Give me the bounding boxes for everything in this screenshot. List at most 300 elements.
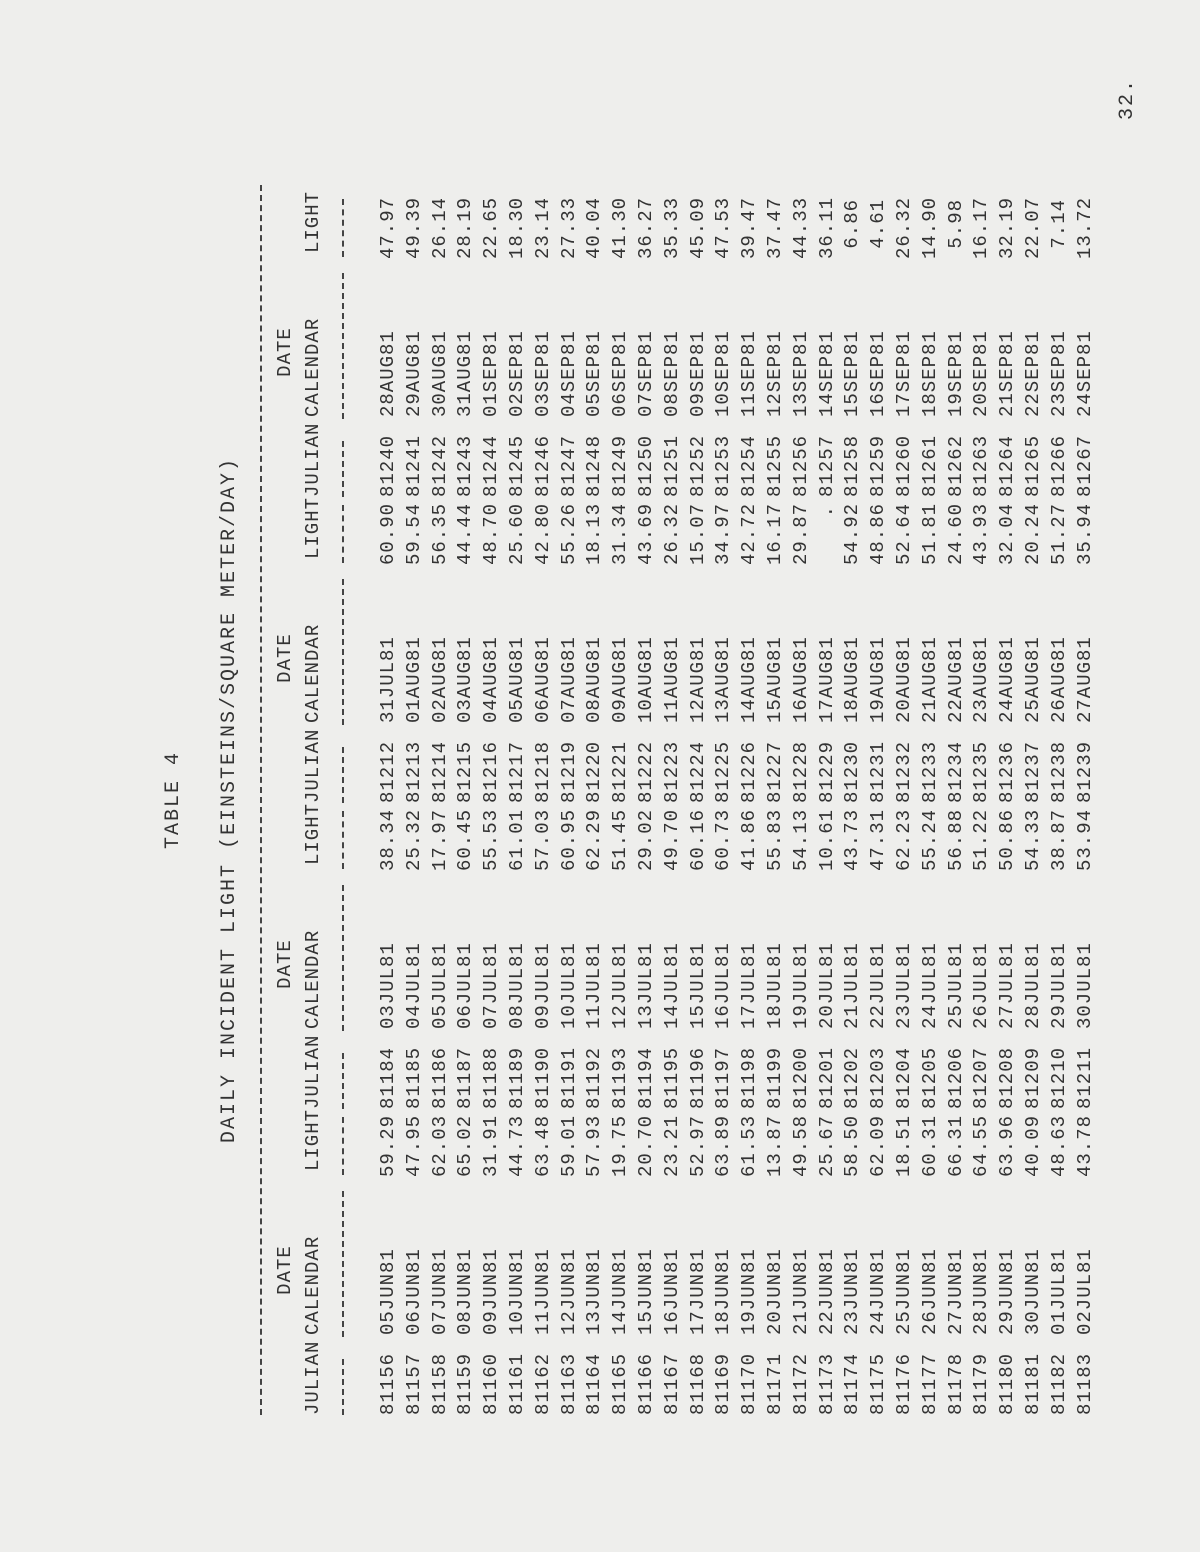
calendar-cell: 20JUN81 xyxy=(763,1248,786,1335)
light-cell: 56.88 xyxy=(944,808,967,871)
light-cell: 44.73 xyxy=(505,1114,528,1177)
calendar-cell: 02JUL81 xyxy=(1073,1248,1096,1335)
light-cell: . xyxy=(815,505,838,518)
table-row xyxy=(969,491,995,803)
calendar-cell: 17SEP81 xyxy=(892,330,915,417)
table-row xyxy=(582,491,608,803)
light-cell: 55.24 xyxy=(918,808,941,871)
calendar-header: CALENDAR xyxy=(302,1235,324,1335)
julian-cell: 81219 xyxy=(557,740,580,803)
light-cell: 54.13 xyxy=(789,808,812,871)
calendar-cell: 11SEP81 xyxy=(738,330,761,417)
calendar-cell: 03AUG81 xyxy=(454,636,477,723)
table-row xyxy=(892,1103,918,1415)
table-row xyxy=(944,185,970,497)
date-header: DATE xyxy=(274,633,296,683)
calendar-cell: 15JUN81 xyxy=(634,1248,657,1335)
light-cell: 16.17 xyxy=(970,196,993,259)
julian-cell: 81169 xyxy=(712,1352,735,1415)
light-cell: 52.64 xyxy=(892,502,915,565)
light-cell: 24.60 xyxy=(944,502,967,565)
table-row xyxy=(840,1103,866,1415)
calendar-cell: 18JUN81 xyxy=(712,1248,735,1335)
light-cell: 47.97 xyxy=(377,196,399,259)
calendar-cell: 10JUL81 xyxy=(557,942,580,1029)
light-cell: 48.63 xyxy=(1047,1114,1070,1177)
column-group-header xyxy=(272,491,332,803)
julian-cell: 81246 xyxy=(531,434,554,497)
julian-cell: 81261 xyxy=(918,434,941,497)
header-underline xyxy=(342,1359,344,1415)
calendar-cell: 09SEP81 xyxy=(686,330,709,417)
header-underline xyxy=(342,505,344,563)
light-cell: 61.53 xyxy=(738,1114,761,1177)
light-cell: 51.27 xyxy=(1047,502,1070,565)
calendar-cell: 14JUN81 xyxy=(609,1248,632,1335)
table-row xyxy=(608,185,634,497)
light-cell: 40.04 xyxy=(583,196,606,259)
light-cell: 56.35 xyxy=(428,502,451,565)
calendar-cell: 08JUL81 xyxy=(505,942,528,1029)
date-header: DATE xyxy=(274,327,296,377)
header-underline xyxy=(342,811,344,869)
light-cell: 59.29 xyxy=(377,1114,399,1177)
table-row xyxy=(376,185,402,497)
table-row xyxy=(1047,1103,1073,1415)
julian-cell: 81245 xyxy=(505,434,528,497)
calendar-cell: 11JUL81 xyxy=(583,942,606,1029)
table-row xyxy=(402,185,428,497)
calendar-cell: 03SEP81 xyxy=(531,330,554,417)
calendar-cell: 23SEP81 xyxy=(1047,330,1070,417)
julian-cell: 81172 xyxy=(789,1352,812,1415)
light-cell: 18.51 xyxy=(892,1114,915,1177)
calendar-cell: 08AUG81 xyxy=(583,636,606,723)
julian-cell: 81161 xyxy=(505,1352,528,1415)
page-number: 32. xyxy=(1116,77,1139,120)
julian-cell: 81254 xyxy=(738,434,761,497)
calendar-cell: 27AUG81 xyxy=(1073,636,1096,723)
date-header: DATE xyxy=(274,939,296,989)
light-cell: 26.32 xyxy=(660,502,683,565)
julian-cell: 81176 xyxy=(892,1352,915,1415)
julian-cell: 81162 xyxy=(531,1352,554,1415)
table-row xyxy=(505,491,531,803)
table-row xyxy=(686,185,712,497)
table-row xyxy=(505,1103,531,1415)
light-cell: 20.70 xyxy=(634,1114,657,1177)
julian-cell: 81187 xyxy=(454,1046,477,1109)
calendar-cell: 05JUN81 xyxy=(377,1248,399,1335)
julian-header: JULIAN xyxy=(302,1034,324,1109)
light-cell: 62.09 xyxy=(867,1114,890,1177)
light-cell: 58.50 xyxy=(841,1114,864,1177)
light-cell: 43.93 xyxy=(970,502,993,565)
calendar-cell: 24JUN81 xyxy=(867,1248,890,1335)
calendar-cell: 29JUN81 xyxy=(996,1248,1019,1335)
julian-cell: 81159 xyxy=(454,1352,477,1415)
light-cell: 60.90 xyxy=(377,502,399,565)
julian-cell: 81193 xyxy=(609,1046,632,1109)
calendar-cell: 17AUG81 xyxy=(815,636,838,723)
julian-cell: 81209 xyxy=(1021,1046,1044,1109)
julian-cell: 81257 xyxy=(815,434,838,497)
light-cell: 44.33 xyxy=(789,196,812,259)
calendar-cell: 15SEP81 xyxy=(841,330,864,417)
calendar-cell: 03JUL81 xyxy=(377,942,399,1029)
julian-cell: 81248 xyxy=(583,434,606,497)
calendar-cell: 11AUG81 xyxy=(660,636,683,723)
julian-cell: 81208 xyxy=(996,1046,1019,1109)
calendar-cell: 01JUL81 xyxy=(1047,1248,1070,1335)
light-cell: 20.24 xyxy=(1021,502,1044,565)
header-underline xyxy=(342,273,344,419)
calendar-cell: 12JUL81 xyxy=(609,942,632,1029)
table-row xyxy=(892,185,918,497)
table-row xyxy=(402,1103,428,1415)
light-cell: 45.09 xyxy=(686,196,709,259)
julian-cell: 81255 xyxy=(763,434,786,497)
data-rows xyxy=(376,185,1098,497)
calendar-cell: 16JUN81 xyxy=(660,1248,683,1335)
julian-cell: 81166 xyxy=(634,1352,657,1415)
calendar-cell: 19JUN81 xyxy=(738,1248,761,1335)
light-cell: 55.26 xyxy=(557,502,580,565)
julian-cell: 81185 xyxy=(402,1046,425,1109)
calendar-header: CALENDAR xyxy=(302,623,324,723)
table-row xyxy=(376,1103,402,1415)
julian-cell: 81210 xyxy=(1047,1046,1070,1109)
table-row xyxy=(789,797,815,1109)
julian-cell: 81171 xyxy=(763,1352,786,1415)
table-row xyxy=(711,491,737,803)
light-cell: 17.97 xyxy=(428,808,451,871)
julian-cell: 81267 xyxy=(1073,434,1096,497)
julian-cell: 81222 xyxy=(634,740,657,803)
calendar-cell: 17JUL81 xyxy=(738,942,761,1029)
julian-cell: 81224 xyxy=(686,740,709,803)
calendar-cell: 13JUL81 xyxy=(634,942,657,1029)
julian-cell: 81202 xyxy=(841,1046,864,1109)
column-group-header xyxy=(272,797,332,1109)
table-row xyxy=(686,797,712,1109)
table-row xyxy=(866,185,892,497)
calendar-cell: 22SEP81 xyxy=(1021,330,1044,417)
table-row xyxy=(711,1103,737,1415)
calendar-cell: 18SEP81 xyxy=(918,330,941,417)
julian-cell: 81237 xyxy=(1021,740,1044,803)
light-cell: 13.72 xyxy=(1073,196,1096,259)
calendar-header: CALENDAR xyxy=(302,317,324,417)
table-row xyxy=(634,491,660,803)
light-cell: 36.11 xyxy=(815,196,838,259)
table-row xyxy=(531,1103,557,1415)
table-row xyxy=(453,185,479,497)
julian-cell: 81158 xyxy=(428,1352,451,1415)
data-rows xyxy=(376,491,1098,803)
table-row xyxy=(686,491,712,803)
calendar-cell: 10JUN81 xyxy=(505,1248,528,1335)
light-cell: 25.32 xyxy=(402,808,425,871)
light-cell: 63.48 xyxy=(531,1114,554,1177)
table-row xyxy=(918,491,944,803)
rotated-table-area xyxy=(160,185,1120,1415)
light-cell: 18.13 xyxy=(583,502,606,565)
light-cell: 47.53 xyxy=(712,196,735,259)
calendar-cell: 24JUL81 xyxy=(918,942,941,1029)
calendar-cell: 20SEP81 xyxy=(970,330,993,417)
calendar-cell: 17JUN81 xyxy=(686,1248,709,1335)
julian-cell: 81214 xyxy=(428,740,451,803)
julian-cell: 81178 xyxy=(944,1352,967,1415)
calendar-cell: 02AUG81 xyxy=(428,636,451,723)
calendar-cell: 26JUN81 xyxy=(918,1248,941,1335)
julian-cell: 81238 xyxy=(1047,740,1070,803)
column-group-header xyxy=(272,1103,332,1415)
table-row xyxy=(1021,1103,1047,1415)
table-row xyxy=(1047,797,1073,1109)
light-cell: 18.30 xyxy=(505,196,528,259)
calendar-cell: 25JUN81 xyxy=(892,1248,915,1335)
header-underline xyxy=(342,747,344,803)
julian-cell: 81256 xyxy=(789,434,812,497)
calendar-cell: 05SEP81 xyxy=(583,330,606,417)
julian-cell: 81180 xyxy=(996,1352,1019,1415)
julian-cell: 81157 xyxy=(402,1352,425,1415)
julian-cell: 81186 xyxy=(428,1046,451,1109)
light-cell: 53.94 xyxy=(1073,808,1096,871)
light-cell: 49.70 xyxy=(660,808,683,871)
light-cell: 23.21 xyxy=(660,1114,683,1177)
julian-cell: 81177 xyxy=(918,1352,941,1415)
table-row xyxy=(402,491,428,803)
table-row xyxy=(944,1103,970,1415)
light-cell: 37.47 xyxy=(763,196,786,259)
light-cell: 28.19 xyxy=(454,196,477,259)
calendar-cell: 11JUN81 xyxy=(531,1248,554,1335)
calendar-cell: 30JUL81 xyxy=(1073,942,1096,1029)
julian-cell: 81174 xyxy=(841,1352,864,1415)
julian-cell: 81207 xyxy=(970,1046,993,1109)
light-cell: 47.31 xyxy=(867,808,890,871)
calendar-cell: 09AUG81 xyxy=(609,636,632,723)
julian-cell: 81211 xyxy=(1073,1046,1096,1109)
header-underline xyxy=(342,441,344,497)
table-row xyxy=(1021,185,1047,497)
table-row xyxy=(505,185,531,497)
julian-cell: 81233 xyxy=(918,740,941,803)
table-row xyxy=(918,185,944,497)
julian-cell: 81206 xyxy=(944,1046,967,1109)
calendar-cell: 07SEP81 xyxy=(634,330,657,417)
table-row xyxy=(711,797,737,1109)
calendar-cell: 06AUG81 xyxy=(531,636,554,723)
table-row xyxy=(428,185,454,497)
light-cell: 41.30 xyxy=(609,196,632,259)
table-row xyxy=(944,797,970,1109)
calendar-cell: 15JUL81 xyxy=(686,942,709,1029)
calendar-cell: 09JUL81 xyxy=(531,942,554,1029)
calendar-cell: 24SEP81 xyxy=(1073,330,1096,417)
light-cell: 66.31 xyxy=(944,1114,967,1177)
table-row xyxy=(479,491,505,803)
julian-cell: 81215 xyxy=(454,740,477,803)
calendar-cell: 31AUG81 xyxy=(454,330,477,417)
table-row xyxy=(815,491,841,803)
julian-cell: 81226 xyxy=(738,740,761,803)
table-row xyxy=(557,797,583,1109)
light-cell: 43.73 xyxy=(841,808,864,871)
table-row xyxy=(1073,797,1099,1109)
julian-cell: 81165 xyxy=(609,1352,632,1415)
light-cell: 26.14 xyxy=(428,196,451,259)
table-row xyxy=(505,797,531,1109)
calendar-cell: 31JUL81 xyxy=(377,636,399,723)
header-underline xyxy=(342,1117,344,1175)
julian-cell: 81205 xyxy=(918,1046,941,1109)
calendar-cell: 20JUL81 xyxy=(815,942,838,1029)
table-row xyxy=(660,1103,686,1415)
light-cell: 54.33 xyxy=(1021,808,1044,871)
header-underline xyxy=(342,579,344,725)
light-header: LIGHT xyxy=(302,802,324,865)
calendar-cell: 04JUL81 xyxy=(402,942,425,1029)
calendar-cell: 24AUG81 xyxy=(996,636,1019,723)
top-divider xyxy=(260,185,262,1415)
table-row xyxy=(402,797,428,1109)
light-cell: 38.34 xyxy=(377,808,399,871)
light-cell: 48.70 xyxy=(480,502,503,565)
table-row xyxy=(1047,185,1073,497)
table-row xyxy=(608,1103,634,1415)
calendar-cell: 22JUN81 xyxy=(815,1248,838,1335)
table-row xyxy=(737,491,763,803)
table-row xyxy=(969,185,995,497)
julian-cell: 81244 xyxy=(480,434,503,497)
calendar-cell: 13SEP81 xyxy=(789,330,812,417)
light-cell: 34.97 xyxy=(712,502,735,565)
calendar-cell: 29AUG81 xyxy=(402,330,425,417)
julian-cell: 81199 xyxy=(763,1046,786,1109)
calendar-cell: 14SEP81 xyxy=(815,330,838,417)
julian-cell: 81239 xyxy=(1073,740,1096,803)
julian-cell: 81197 xyxy=(712,1046,735,1109)
light-cell: 16.17 xyxy=(763,502,786,565)
light-cell: 15.07 xyxy=(686,502,709,565)
light-cell: 47.95 xyxy=(402,1114,425,1177)
table-row xyxy=(634,1103,660,1415)
calendar-cell: 02SEP81 xyxy=(505,330,528,417)
calendar-cell: 21JUN81 xyxy=(789,1248,812,1335)
julian-cell: 81194 xyxy=(634,1046,657,1109)
table-row xyxy=(531,797,557,1109)
julian-cell: 81263 xyxy=(970,434,993,497)
table-row xyxy=(686,1103,712,1415)
light-cell: 22.65 xyxy=(480,196,503,259)
table-row xyxy=(1073,1103,1099,1415)
julian-cell: 81250 xyxy=(634,434,657,497)
table-row xyxy=(866,491,892,803)
julian-cell: 81201 xyxy=(815,1046,838,1109)
julian-header: JULIAN xyxy=(302,1340,324,1415)
table-row xyxy=(737,797,763,1109)
table-row xyxy=(892,797,918,1109)
light-cell: 54.92 xyxy=(841,502,864,565)
julian-cell: 81160 xyxy=(480,1352,503,1415)
light-cell: 36.27 xyxy=(634,196,657,259)
light-cell: 7.14 xyxy=(1047,199,1070,249)
calendar-cell: 22AUG81 xyxy=(944,636,967,723)
calendar-cell: 28JUN81 xyxy=(970,1248,993,1335)
light-cell: 14.90 xyxy=(918,196,941,259)
column-group-header xyxy=(272,185,332,497)
light-cell: 6.86 xyxy=(841,199,864,249)
table-row xyxy=(789,491,815,803)
julian-cell: 81260 xyxy=(892,434,915,497)
table-row xyxy=(660,797,686,1109)
calendar-cell: 06JUL81 xyxy=(454,942,477,1029)
data-rows xyxy=(376,1103,1098,1415)
light-cell: 49.58 xyxy=(789,1114,812,1177)
calendar-cell: 05AUG81 xyxy=(505,636,528,723)
light-cell: 25.60 xyxy=(505,502,528,565)
light-header: LIGHT xyxy=(302,496,324,559)
calendar-cell: 23JUN81 xyxy=(841,1248,864,1335)
table-row xyxy=(789,1103,815,1415)
table-row xyxy=(634,185,660,497)
table-row xyxy=(1047,491,1073,803)
light-cell: 44.44 xyxy=(454,502,477,565)
light-cell: 43.78 xyxy=(1073,1114,1096,1177)
calendar-cell: 04AUG81 xyxy=(480,636,503,723)
julian-cell: 81253 xyxy=(712,434,735,497)
julian-cell: 81192 xyxy=(583,1046,606,1109)
table-row xyxy=(995,797,1021,1109)
light-cell: 60.16 xyxy=(686,808,709,871)
table-row xyxy=(815,185,841,497)
table-row xyxy=(428,491,454,803)
header-underline xyxy=(342,199,344,257)
calendar-cell: 26JUL81 xyxy=(970,942,993,1029)
table-row xyxy=(995,491,1021,803)
calendar-cell: 27JUN81 xyxy=(944,1248,967,1335)
light-cell: 38.87 xyxy=(1047,808,1070,871)
table-row xyxy=(995,185,1021,497)
light-cell: 57.93 xyxy=(583,1114,606,1177)
calendar-cell: 01AUG81 xyxy=(402,636,425,723)
table-row xyxy=(737,1103,763,1415)
calendar-cell: 12JUN81 xyxy=(557,1248,580,1335)
calendar-cell: 21SEP81 xyxy=(996,330,1019,417)
julian-cell: 81249 xyxy=(609,434,632,497)
julian-cell: 81232 xyxy=(892,740,915,803)
julian-cell: 81228 xyxy=(789,740,812,803)
table-row xyxy=(737,185,763,497)
light-cell: 25.67 xyxy=(815,1114,838,1177)
calendar-cell: 14AUG81 xyxy=(738,636,761,723)
table-row xyxy=(660,491,686,803)
julian-cell: 81190 xyxy=(531,1046,554,1109)
julian-cell: 81230 xyxy=(841,740,864,803)
light-cell: 13.87 xyxy=(763,1114,786,1177)
julian-header: JULIAN xyxy=(302,422,324,497)
table-row xyxy=(1073,491,1099,803)
julian-cell: 81235 xyxy=(970,740,993,803)
light-cell: 59.54 xyxy=(402,502,425,565)
light-cell: 65.02 xyxy=(454,1114,477,1177)
julian-cell: 81258 xyxy=(841,434,864,497)
table-row xyxy=(995,1103,1021,1415)
